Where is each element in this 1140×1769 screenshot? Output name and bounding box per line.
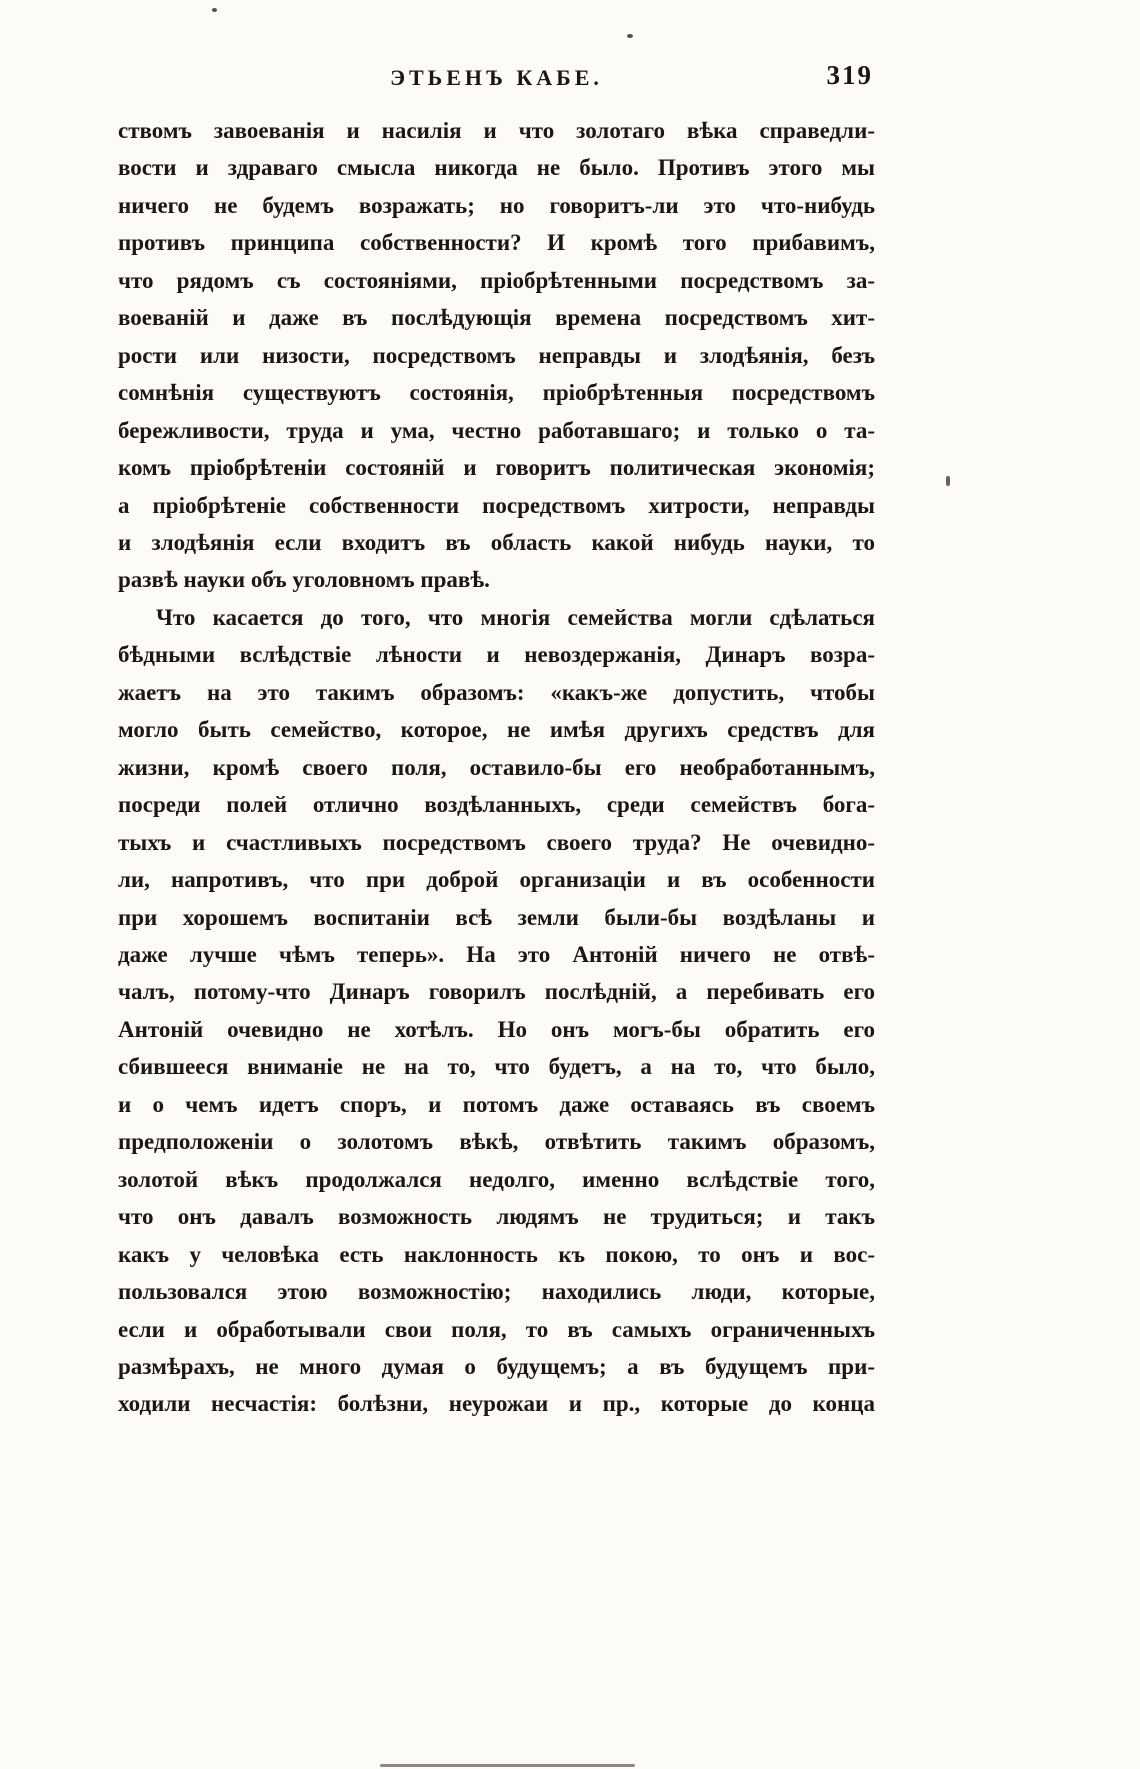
text-line: что онъ давалъ возможность людямъ не трудиться; и такъ <box>118 1204 875 1230</box>
text-line: рости или низости, посредствомъ неправды и злодѣянія, безъ <box>118 342 875 368</box>
text-line: противъ принципа собственности? И кромѣ того прибавимъ, <box>118 230 875 256</box>
text-line: ствомъ завоеванія и насилія и что золотаго вѣка справедли- <box>118 118 875 143</box>
text-line: воеваній и даже въ послѣдующія времена посредствомъ хит- <box>118 305 875 331</box>
text-line: вости и здраваго смысла никогда не было. Противъ этого мы <box>118 155 875 181</box>
scan-artifact <box>627 34 633 38</box>
text-line: ходили несчастія: болѣзни, неурожаи и пр., которые до конца <box>118 1391 875 1417</box>
scan-artifact <box>212 8 217 12</box>
text-line: а пріобрѣтеніе собственности посредствомъ хитрости, неправды <box>118 492 875 518</box>
text-line: предположеніи о золотомъ вѣкѣ, отвѣтить такимъ образомъ, <box>118 1129 875 1155</box>
text-line: Антоній очевидно не хотѣлъ. Но онъ могъ-бы обратить его <box>118 1016 875 1042</box>
text-line: и злодѣянія если входитъ въ область какой нибудь науки, то <box>118 529 875 555</box>
text-line: комъ пріобрѣтеніи состояній и говоритъ политическая экономія; <box>118 455 875 481</box>
text-line: посреди полей отлично воздѣланныхъ, среди семействъ бога- <box>118 792 875 818</box>
text-line: развѣ науки объ уголовномъ правѣ. <box>118 567 490 593</box>
text-line: жаетъ на это такимъ образомъ: «какъ-же допустить, чтобы <box>118 679 875 705</box>
text-line: жизни, кромѣ своего поля, оставило-бы его необработаннымъ, <box>118 754 875 780</box>
text-line: тыхъ и счастливыхъ посредствомъ своего труда? Не очевидно- <box>118 829 875 855</box>
scan-artifact <box>946 476 950 486</box>
text-line: могло быть семейство, которое, не имѣя другихъ средствъ для <box>118 717 875 743</box>
text-line: чалъ, потому-что Динаръ говорилъ послѣдній, а перебивать его <box>118 979 875 1005</box>
text-line: сбившееся вниманіе не на то, что будетъ, а на то, что было, <box>118 1054 875 1080</box>
page-header <box>118 60 875 96</box>
page-number: 319 <box>826 60 873 90</box>
text-line: сомнѣнія существуютъ состоянія, пріобрѣтенныя посредствомъ <box>118 380 875 406</box>
text-line: ничего не будемъ возражать; но говоритъ-ли это что-нибудь <box>118 192 875 218</box>
text-line: даже лучше чѣмъ теперь». На это Антоній ничего не отвѣ- <box>118 941 875 967</box>
text-line: бѣдными вслѣдствіе лѣности и невоздержанія, Динаръ возра- <box>118 642 875 668</box>
text-line: какъ у человѣка есть наклонность къ покою, то онъ и вос- <box>118 1241 875 1267</box>
scan-artifact <box>380 1764 635 1767</box>
text-line: если и обработывали свои поля, то въ самыхъ ограниченныхъ <box>118 1316 875 1342</box>
text-line: ли, напротивъ, что при доброй организаціи и въ особенности <box>118 867 875 893</box>
text-line: золотой вѣкъ продолжался недолго, именно вслѣдствіе того, <box>118 1166 875 1192</box>
text-line: и о чемъ идетъ споръ, и потомъ даже оставаясь въ своемъ <box>118 1091 875 1117</box>
text-line: размѣрахъ, не много думая о будущемъ; а въ будущемъ при- <box>118 1353 875 1379</box>
running-title: ЭТЬЕНЪ КАБЕ. <box>390 65 603 90</box>
text-line: пользовался этою возможностію; находились люди, которые, <box>118 1279 875 1305</box>
text-line: бережливости, труда и ума, честно работавшаго; и только о та- <box>118 417 875 443</box>
page-text-block <box>118 112 875 1423</box>
text-line: что рядомъ съ состояніями, пріобрѣтенными посредствомъ за- <box>118 267 875 293</box>
text-line: Что касается до того, что многія семейства могли сдѣлаться <box>156 604 875 630</box>
text-line: при хорошемъ воспитаніи всѣ земли были-бы воздѣланы и <box>118 904 875 930</box>
